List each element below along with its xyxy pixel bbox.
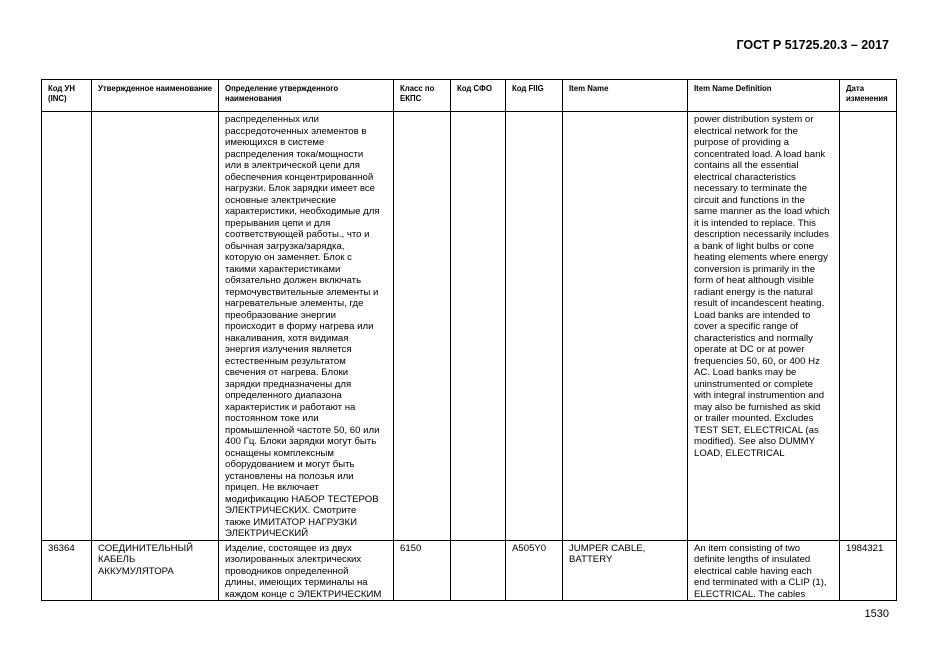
header-item-name-definition: Item Name Definition xyxy=(688,80,840,112)
cell-class: 6150 xyxy=(394,540,451,601)
cell-sfo xyxy=(451,112,506,541)
cell-approved-name: СОЕДИНИТЕЛЬНЫЙ КАБЕЛЬ АККУМУЛЯТОРА xyxy=(92,540,219,601)
cell-item-name-definition: power distribution system or electrical network for the purpose of providing a concentrated load. A load bank contains all the essential electrical characteristics necessary to terminate the circuit and functions in the same manner as the load which it is intended to replace. This description necessarily includes a bank of light bulbs or cone heating elements where energy conversion is primarily in the form of heat although visible radiant energy is the natural result of incandescent heating. Load banks are intended to cover a specific range of characteristics and normally operate at DC or at power frequencies 50, 60, or 400 Hz AC. Load banks may be uninstrumented or complete with integral instrumention and may also be furnished as skid or trailer mounted. Excludes TEST SET, ELECTRICAL (as modified). See also DUMMY LOAD, ELECTRICAL xyxy=(688,112,840,541)
header-fiig: Код FIIG xyxy=(506,80,563,112)
table-row xyxy=(42,540,897,601)
cell-item-name: JUMPER CABLE, BATTERY xyxy=(563,540,688,601)
document-code: ГОСТ Р 51725.20.3 – 2017 xyxy=(736,38,889,52)
cell-change-date: 1984321 xyxy=(840,540,897,601)
header-sfo: Код СФО xyxy=(451,80,506,112)
cell-item-name xyxy=(563,112,688,541)
header-change-date: Дата изменения xyxy=(840,80,897,112)
table-row xyxy=(42,112,897,541)
cell-fiig: A505Y0 xyxy=(506,540,563,601)
cell-definition-ru: распределенных или рассредоточенных элементов в имеющихся в системе распределения тока/мощности или в электрической цепи для обеспечения концентрированной нагрузки. Блок зарядки имеет все основные электрические характеристики, необходимые для прерывания цепи и для соответствующей работы., что и обычная загрузка/зарядка, которую он заменяет. Блок с такими характеристиками обязательно должен включать термочувствительные элементы и нагревательные элементы, где преобразование энергии происходит в форму нагрева или накаливания, хотя видимая энергия излучения является естественным результатом свечения от нагрева. Блоки зарядки предназначены для определенного диапазона характеристик и работают на постоянном токе или промышленной частоте 50, 60 или 400 Гц. Блоки зарядки могут быть оснащены комплексным оборудованием и могут быть установлены на полозья или прицеп. Не включает модификацию НАБОР ТЕСТЕРОВ ЭЛЕКТРИЧЕСКИХ. Смотрите также ИМИТАТОР НАГРУЗКИ ЭЛЕКТРИЧЕСКИЙ xyxy=(219,112,394,541)
cell-change-date xyxy=(840,112,897,541)
header-class: Класс по ЕКПС xyxy=(394,80,451,112)
page-number: 1530 xyxy=(864,608,889,620)
cell-approved-name xyxy=(92,112,219,541)
header-definition-ru: Определение утвержденного наименования xyxy=(219,80,394,112)
cell-definition-ru: Изделие, состоящее из двух изолированных электрических проводников определенной длины, имеющих терминалы на каждом конце с ЭЛЕКТРИЧЕСКИМ xyxy=(219,540,394,601)
cell-sfo xyxy=(451,540,506,601)
header-inc: Код УН (INC) xyxy=(42,80,92,112)
cell-inc: 36364 xyxy=(42,540,92,601)
cell-class xyxy=(394,112,451,541)
catalog-table xyxy=(41,79,897,601)
header-item-name: Item Name xyxy=(563,80,688,112)
cell-inc xyxy=(42,112,92,541)
cell-fiig xyxy=(506,112,563,541)
header-row xyxy=(42,80,897,112)
header-approved-name: Утвержденное наименование xyxy=(92,80,219,112)
cell-item-name-definition: An item consisting of two definite lengths of insulated electrical cable having each end terminated with a CLIP (1), ELECTRICAL. The cables xyxy=(688,540,840,601)
